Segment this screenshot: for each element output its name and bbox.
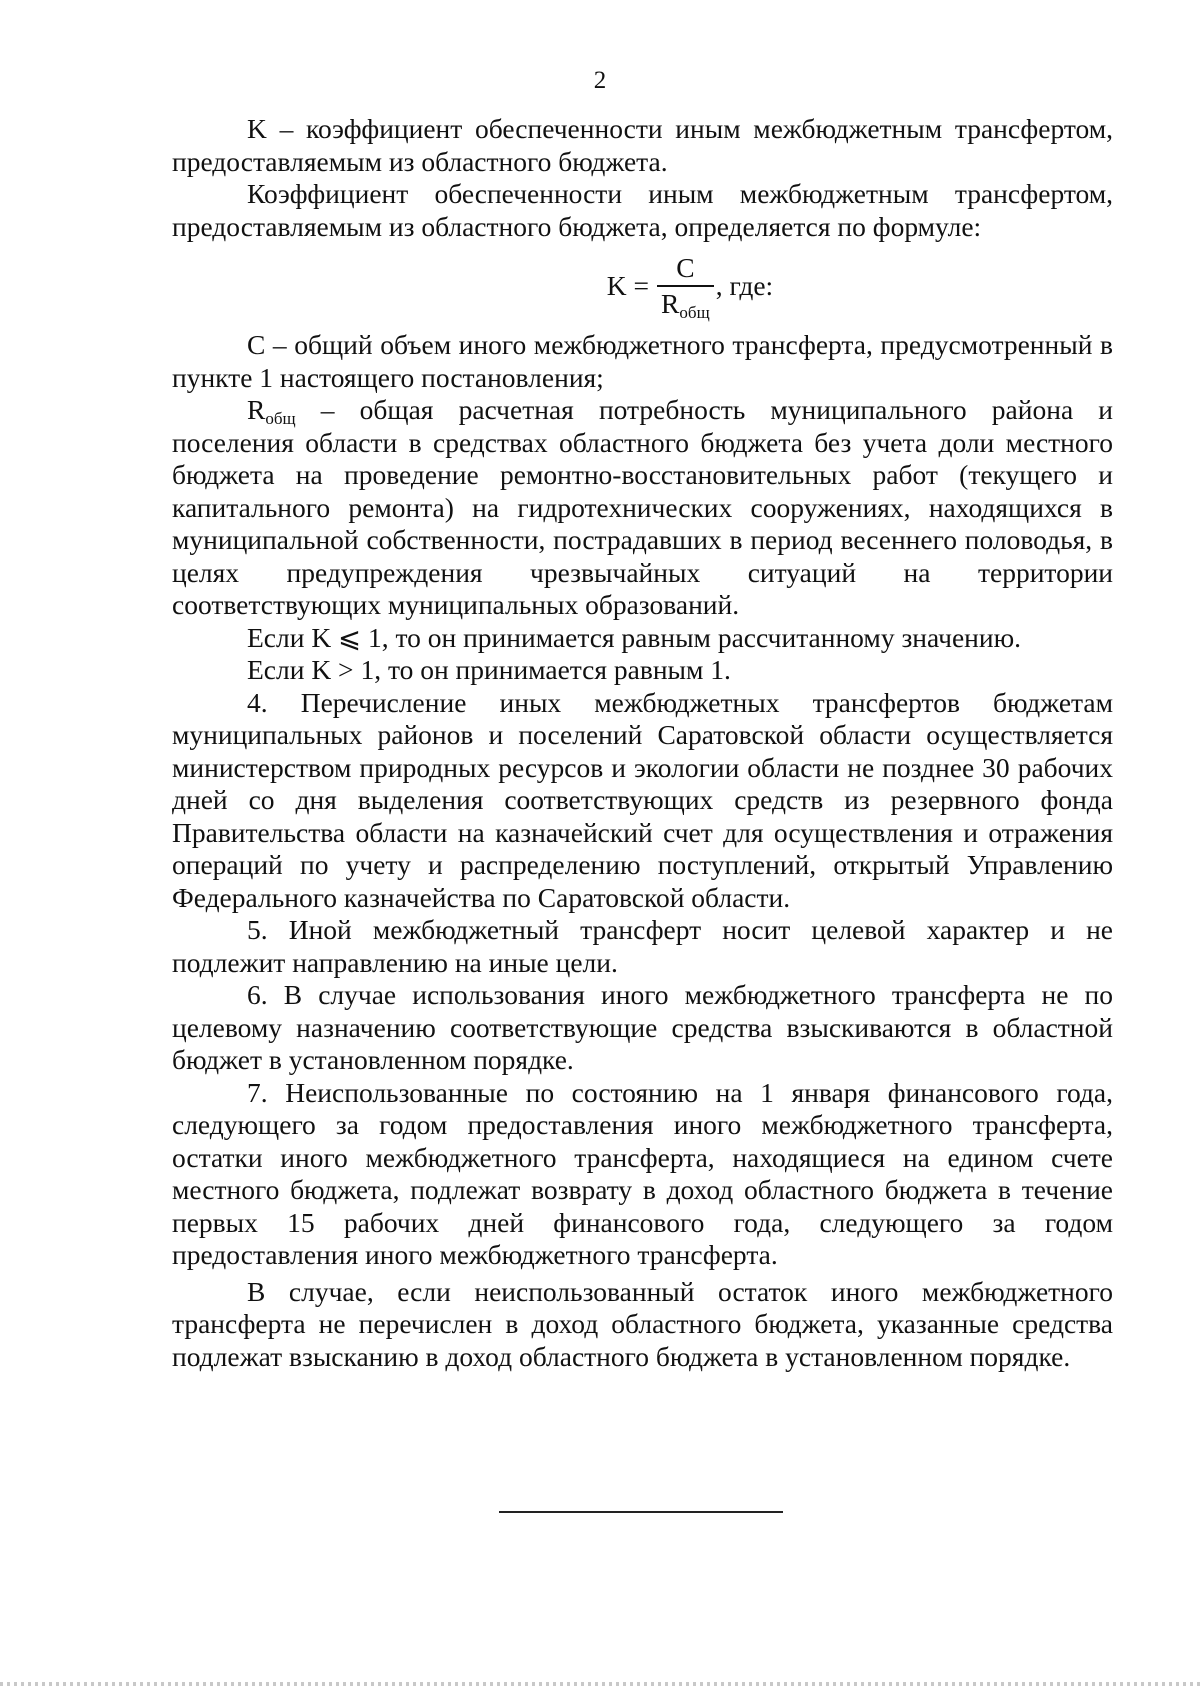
formula-denominator-base: R (661, 287, 680, 319)
paragraph-item-7: 7. Неиспользованные по состоянию на 1 января финансового года, следующего за годом предоставления иного межбюджетного трансферта, остатки иного межбюджетного трансферта, находящиеся на едином счете местного бюджета, подлежат возврату в доход областного бюджета в течение первых 15 рабочих дней финансового года, следующего за годом предоставления иного межбюджетного трансферта. (172, 1076, 1113, 1270)
formula-suffix: , где: (715, 269, 774, 301)
r-symbol-subscript: общ (265, 409, 296, 429)
r-definition-text: – общая расчетная потребность муниципального района и поселения области в средствах областного бюджета без учета доли местного бюджета на проведение ремонтно-восстановительных работ (текущего и капитального ремонта) на гидротехнических сооружениях, находящихся в муниципальной собственности, пострадавших в период весеннего половодья, в целях предупреждения чрезвычайных ситуаций на территории соответствующих муниципальных образований. (172, 394, 1113, 620)
paragraph-k-le-1: Если K ⩽ 1, то он принимается равным рассчитанному значению. (247, 621, 1022, 653)
paragraph-c-definition: C – общий объем иного межбюджетного трансферта, предусмотренный в пункте 1 настоящего постановления; (172, 329, 1113, 393)
paragraph-formula-intro: Коэффициент обеспеченности иным межбюджетным трансфертом, предоставляемым из областного бюджета, определяется по формуле: (172, 178, 1113, 242)
end-of-document-rule (499, 1511, 783, 1513)
coefficient-formula (267, 243, 1113, 329)
page-number: 2 (593, 67, 607, 94)
formula-denominator-subscript: общ (679, 302, 710, 322)
paragraph-unreturned-remainder: В случае, если неиспользованный остаток иного межбюджетного трансферта не перечислен в доход областного бюджета, указанные средства подлежат взысканию в доход областного бюджета в установленном порядке. (172, 1275, 1113, 1372)
paragraph-r-definition (172, 394, 1113, 622)
formula-denominator (657, 287, 714, 321)
paragraph-item-4: 4. Перечисление иных межбюджетных трансфертов бюджетам муниципальных районов и поселений Саратовской области осуществляется министерством природных ресурсов и экологии области не позднее 30 рабочих дней со дня выделения соответствующих средств из резервного фонда Правительства области на казначейский счет для осуществления и отражения операций по учету и распределению поступлений, открытый Управлению Федерального казначейства по Саратовской области. (172, 686, 1113, 913)
paragraph-item-5: 5. Иной межбюджетный трансферт носит целевой характер и не подлежит направлению на иные цели. (172, 914, 1113, 978)
formula-numerator: C (676, 252, 695, 284)
paragraph-item-6: 6. В случае использования иного межбюджетного трансферта не по целевому назначению соответствующие средства взыскиваются в областной бюджет в установленном порядке. (172, 979, 1113, 1075)
scan-edge-artifact (0, 1682, 1200, 1686)
document-body (172, 113, 1113, 1373)
paragraph-k-definition: K – коэффициент обеспеченности иным межбюджетным трансфертом, предоставляемым из областного бюджета. (172, 113, 1113, 177)
paragraph-k-gt-1: Если K > 1, то он принимается равным 1. (247, 654, 731, 685)
formula-fraction (657, 251, 714, 321)
r-symbol-base: R (247, 394, 266, 425)
formula-lhs: K = (606, 269, 650, 301)
